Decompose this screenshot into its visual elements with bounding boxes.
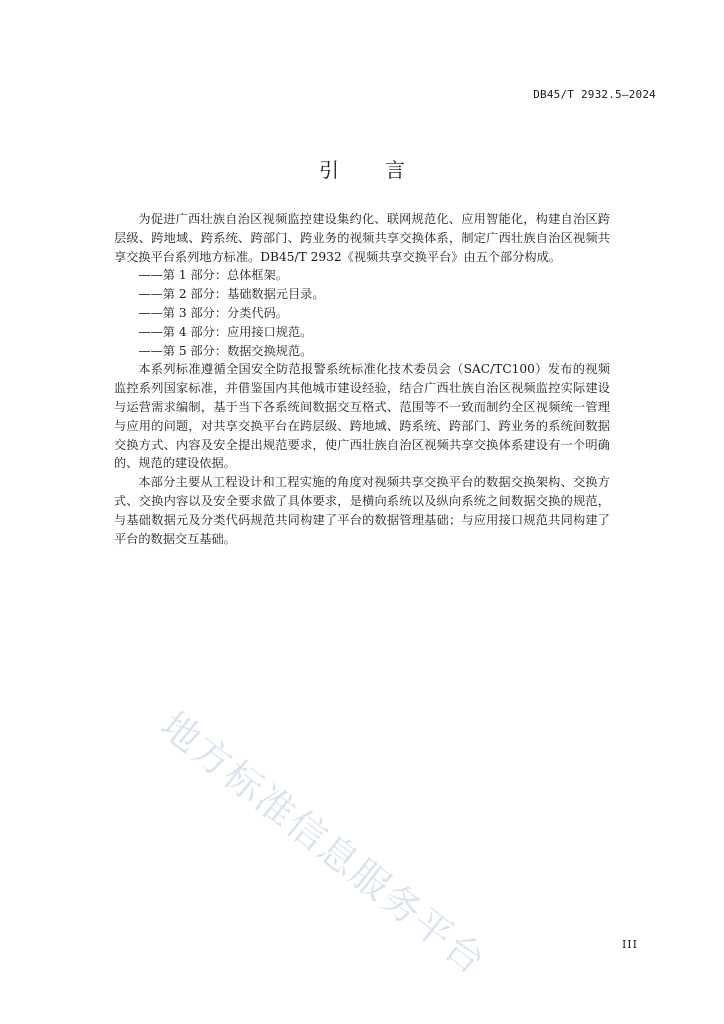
list-item-part-4: ——第 4 部分：应用接口规范。 xyxy=(138,324,313,339)
list-item-part-3: ——第 3 部分：分类代码。 xyxy=(138,305,288,320)
page-number: III xyxy=(621,938,638,951)
list-item-part-2: ——第 2 部分：基础数据元目录。 xyxy=(138,287,325,302)
list-item-part-1: ——第 1 部分：总体框架。 xyxy=(138,268,288,283)
scope-paragraph: 本部分主要从工程设计和工程实施的角度对视频共享交换平台的数据交换架构、交换方式、交换内容以及安全要求做了具体要求，是横向系统以及纵向系统之间数据交换的规范，与基础数据元及分类代码规范共同构建了平台的数据管理基础；与应用接口规范共同构建了平台的数据交互基础。 xyxy=(114,475,610,546)
document-code: DB45/T 2932.5—2024 xyxy=(533,88,656,101)
main-content xyxy=(114,210,610,548)
intro-paragraph: 为促进广西壮族自治区视频监控建设集约化、联网规范化、应用智能化，构建自治区跨层级、跨地域、跨系统、跨部门、跨业务的视频共享交换体系，制定广西壮族自治区视频共享交换平台系列地方标准。DB45/T 2932《视频共享交换平台》由五个部分构成。 xyxy=(114,212,610,264)
page-title: 引言 xyxy=(319,158,451,182)
list-item-part-5: ——第 5 部分：数据交换规范。 xyxy=(138,343,313,358)
watermark: 地方标准信息服务平台 xyxy=(152,702,495,984)
standards-paragraph: 本系列标准遵循全国安全防范报警系统标准化技术委员会（SAC/TC100）发布的视频监控系列国家标准，并借鉴国内其他城市建设经验，结合广西壮族自治区视频监控实际建设与运营需求编制，基于当下各系统间数据交互格式、范围等不一致而制约全区视频统一管理与应用的问题，对共享交换平台在跨层级、跨地域、跨系统、跨部门、跨业务的系统间数据交换方式、内容及安全提出规范要求，使广西壮族自治区视频共享交换体系建设有一个明确的、规范的建设依据。 xyxy=(114,362,610,471)
